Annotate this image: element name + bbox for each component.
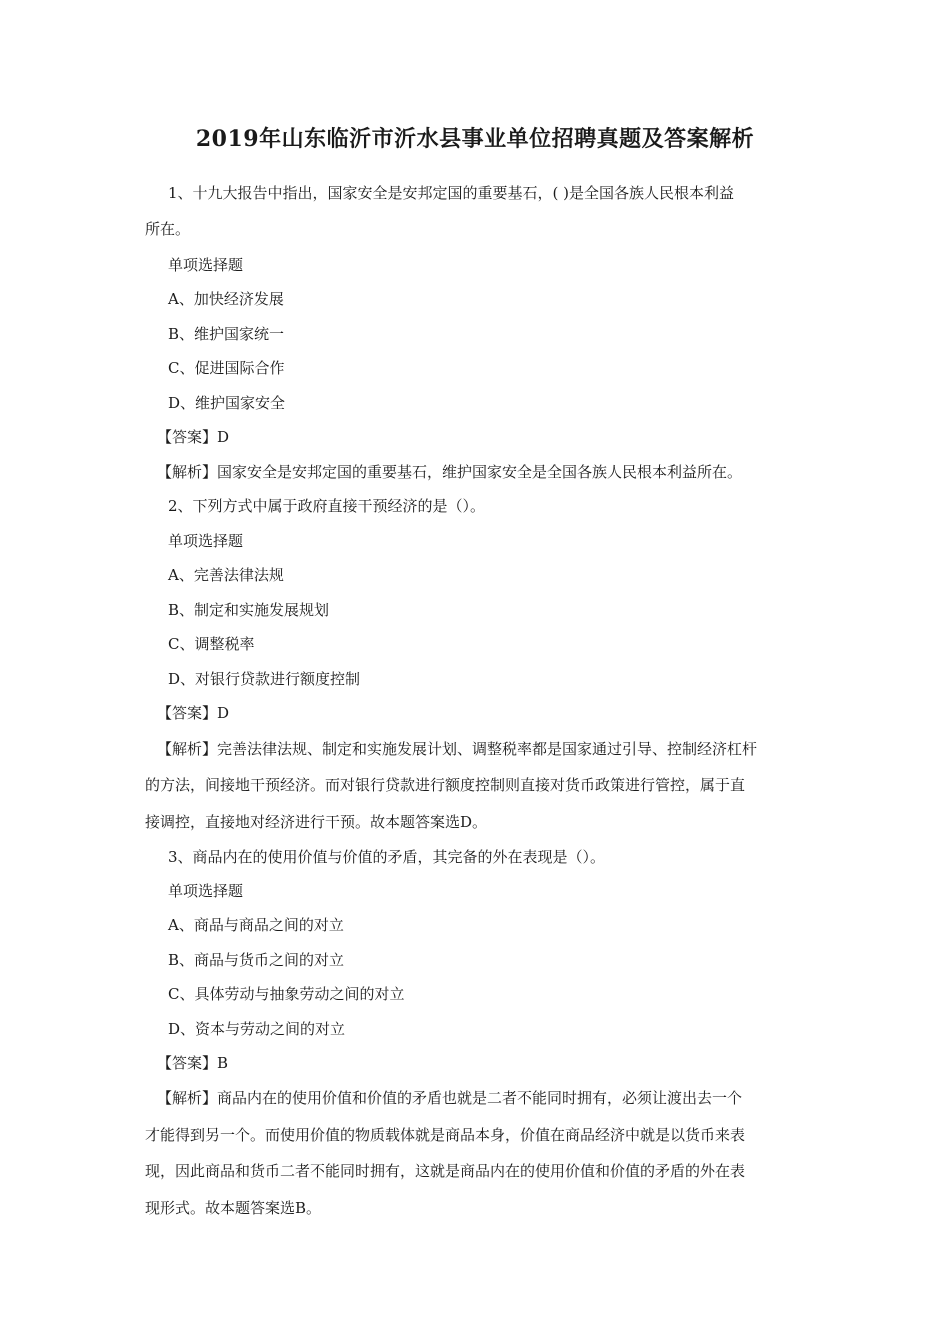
question-3-explanation-line-1: 【解析】商品内在的使用价值和价值的矛盾也就是二者不能同时拥有，必须让渡出去一个: [157, 1089, 743, 1107]
question-3-option-d: D、资本与劳动之间的对立: [168, 1020, 346, 1038]
question-2-explanation-line-3: 接调控，直接地对经济进行干预。故本题答案选D。: [145, 813, 488, 831]
question-3-explanation-line-2: 才能得到另一个。而使用价值的物质载体就是商品本身，价值在商品经济中就是以货币来表: [145, 1126, 746, 1144]
question-2-explanation-line-2: 的方法，间接地干预经济。而对银行贷款进行额度控制则直接对货币政策进行管控，属于直: [145, 776, 746, 794]
question-1-stem-line-1: 1、十九大报告中指出，国家安全是安邦定国的重要基石，( )是全国各族人民根本利益: [168, 184, 735, 202]
question-1-explanation-line-1: 【解析】国家安全是安邦定国的重要基石，维护国家安全是全国各族人民根本利益所在。: [157, 463, 743, 481]
question-3-explanation-line-3: 现，因此商品和货币二者不能同时拥有，这就是商品内在的使用价值和价值的矛盾的外在表: [145, 1162, 746, 1180]
question-1-stem-line-2: 所在。: [145, 220, 191, 238]
question-3-option-c: C、具体劳动与抽象劳动之间的对立: [168, 985, 405, 1003]
question-3-type: 单项选择题: [168, 882, 244, 900]
question-2-explanation-line-1: 【解析】完善法律法规、制定和实施发展计划、调整税率都是国家通过引导、控制经济杠杆: [157, 740, 758, 758]
question-3-option-b: B、商品与货币之间的对立: [168, 951, 345, 969]
question-2-option-a: A、完善法律法规: [168, 566, 284, 584]
question-1-option-b: B、维护国家统一: [168, 325, 285, 343]
document-title: 2019年山东临沂市沂水县事业单位招聘真题及答案解析: [195, 126, 755, 152]
question-1-type: 单项选择题: [168, 256, 244, 274]
question-3-explanation-line-4: 现形式。故本题答案选B。: [145, 1199, 322, 1217]
question-1-option-c: C、促进国际合作: [168, 359, 285, 377]
question-2-option-c: C、调整税率: [168, 635, 255, 653]
question-2-option-b: B、制定和实施发展规划: [168, 601, 330, 619]
question-2-type: 单项选择题: [168, 532, 244, 550]
question-1-option-a: A、加快经济发展: [168, 290, 284, 308]
question-1-option-d: D、维护国家安全: [168, 394, 286, 412]
question-3-answer: 【答案】B: [157, 1054, 229, 1072]
question-2-stem: 2、下列方式中属于政府直接干预经济的是（）。: [168, 497, 486, 515]
question-2-answer: 【答案】D: [157, 704, 230, 722]
question-1-answer: 【答案】D: [157, 428, 230, 446]
question-3-option-a: A、商品与商品之间的对立: [168, 916, 344, 934]
question-2-option-d: D、对银行贷款进行额度控制: [168, 670, 361, 688]
question-3-stem: 3、商品内在的使用价值与价值的矛盾，其完备的外在表现是（）。: [168, 848, 606, 866]
